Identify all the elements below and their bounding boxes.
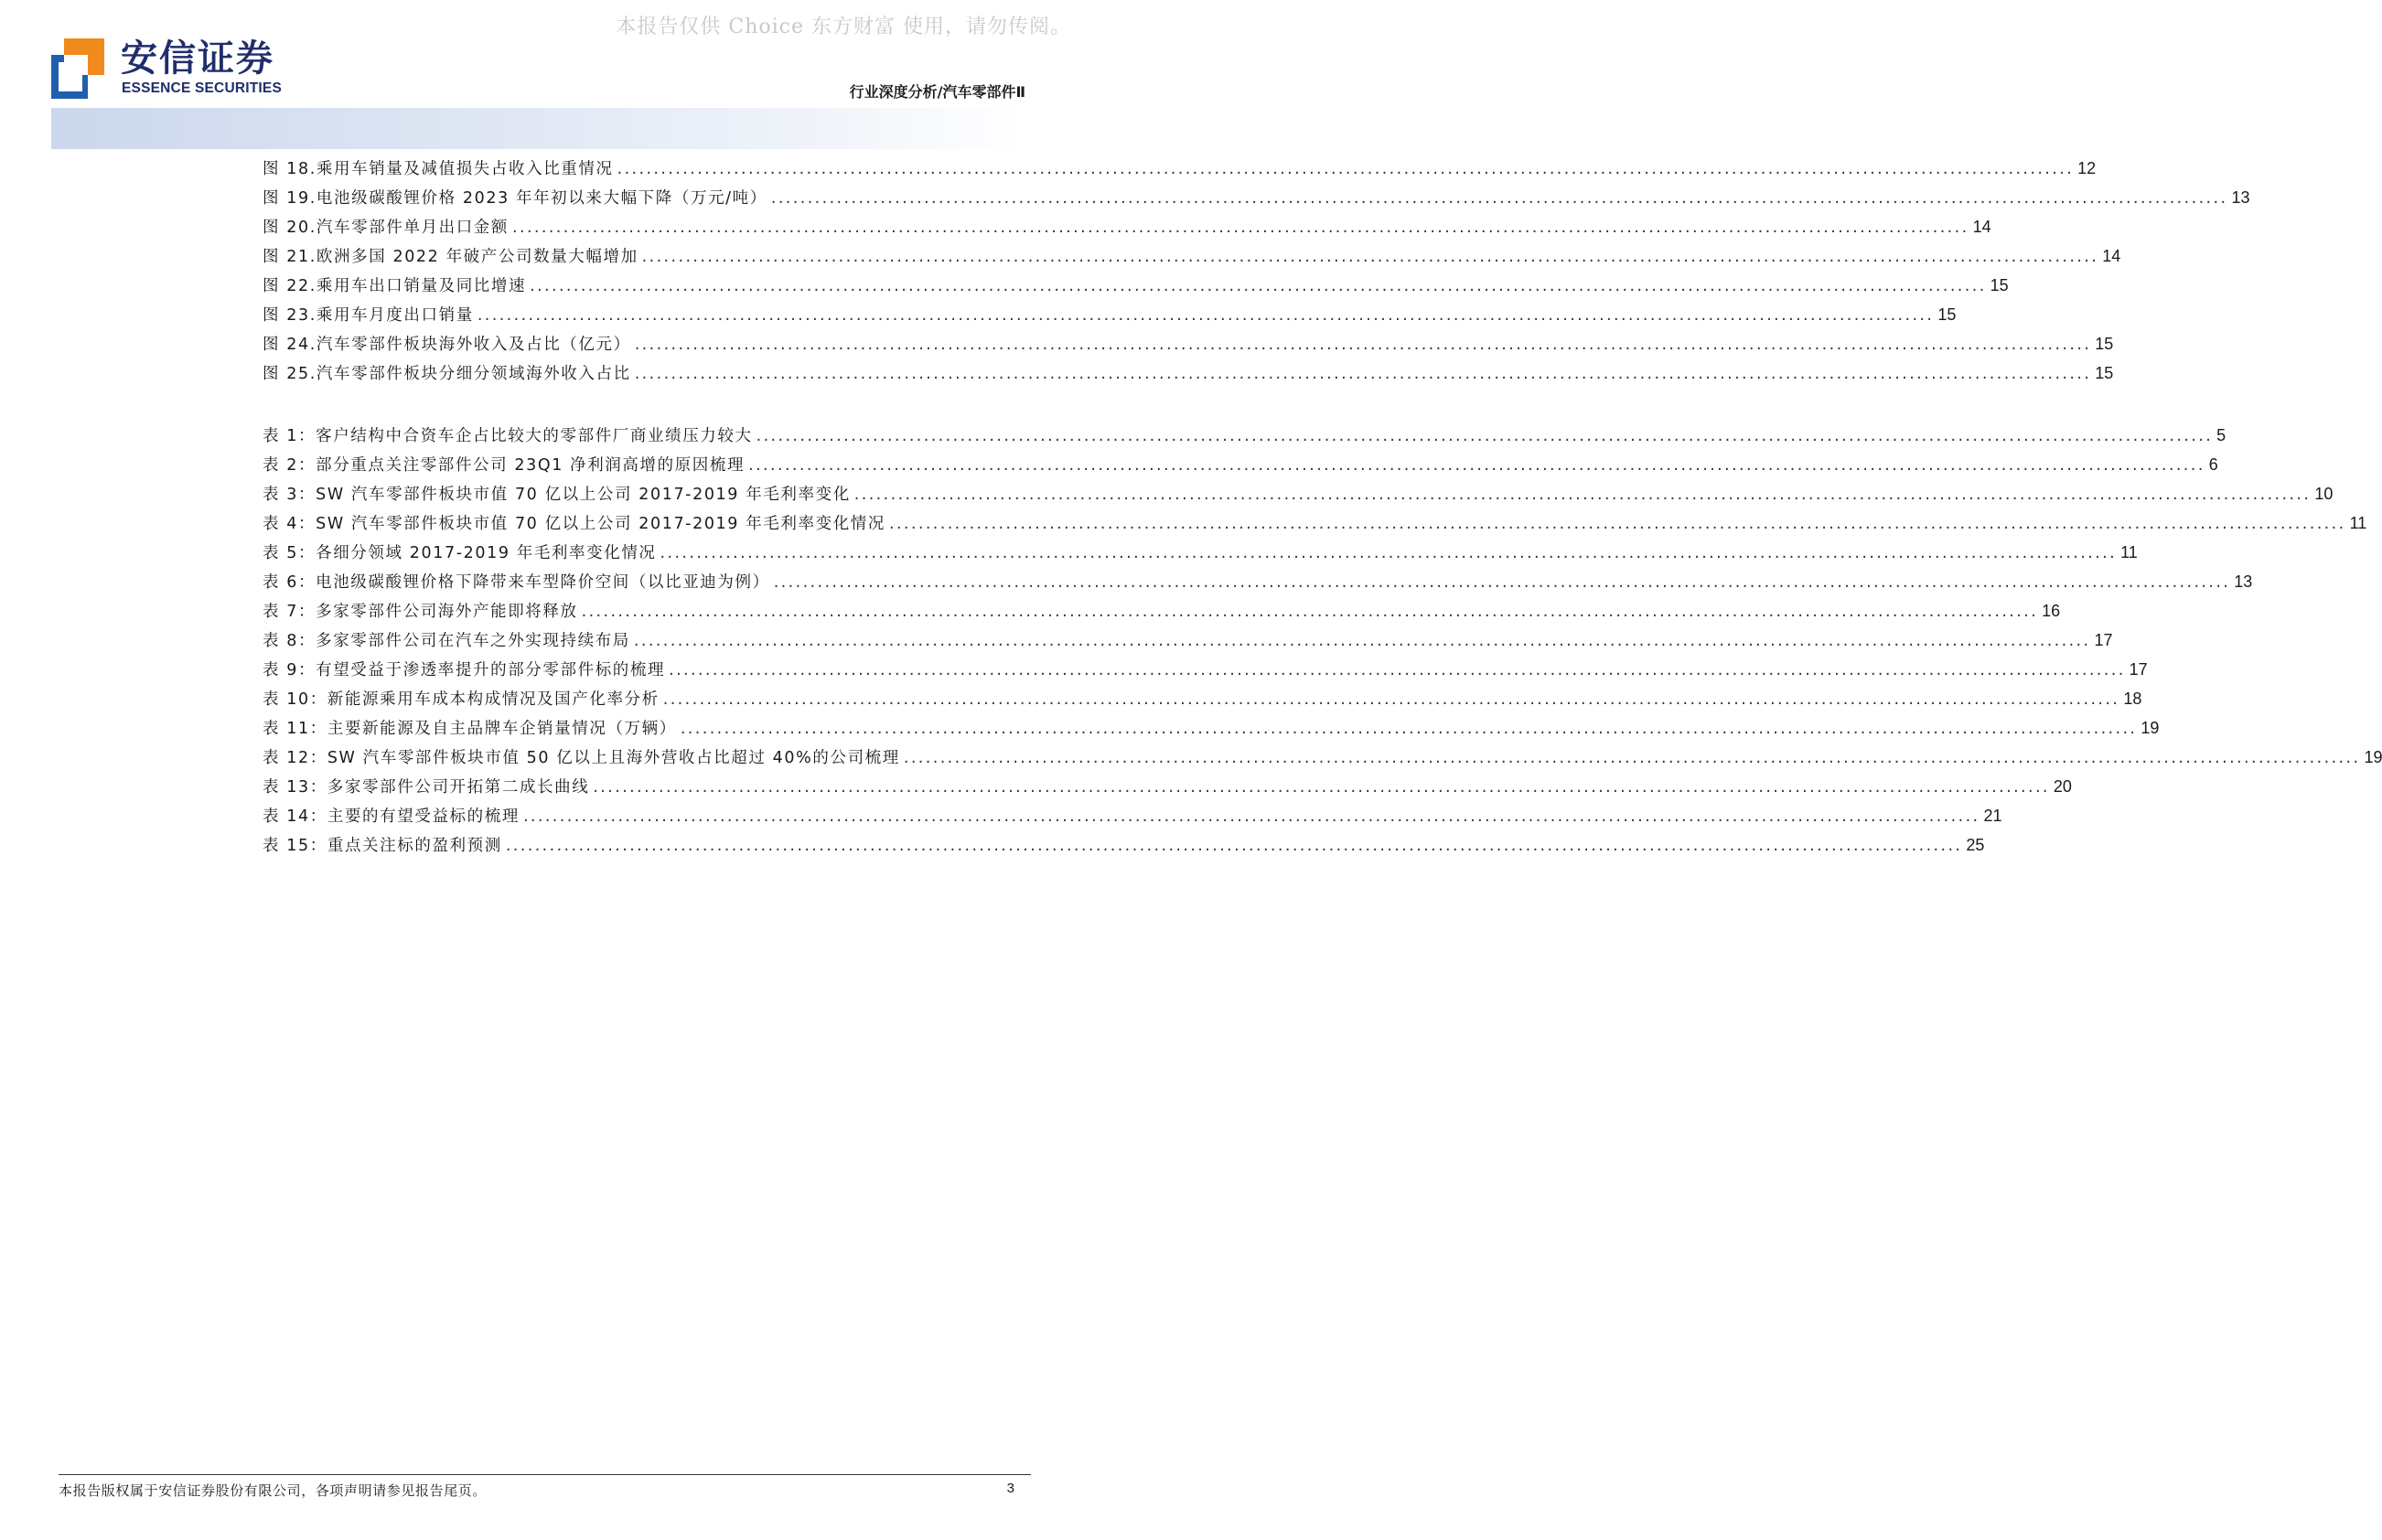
figure-toc-entry[interactable] — [263, 156, 2097, 186]
table-toc-entry-label: 表 2： — [263, 456, 317, 475]
table-toc-entry-label: 表 14： — [263, 807, 327, 826]
figure-toc-entry-label: 图 21. — [263, 248, 317, 266]
figure-toc-entry-page: 14 — [1972, 218, 1991, 236]
table-toc-entry-title: 客户结构中合资车企占比较大的零部件厂商业绩压力较大 — [316, 427, 753, 445]
table-toc-entry-label: 表 15： — [263, 837, 327, 855]
table-toc-entry-page: 11 — [2349, 514, 2367, 532]
logo-mark-icon — [51, 38, 104, 99]
logo-chinese-name: 安信证券 — [121, 37, 274, 80]
table-toc-entry-title: 多家零部件公司在汽车之外实现持续布局 — [316, 632, 630, 650]
figure-toc-entry[interactable] — [263, 303, 1957, 332]
dot-leader — [635, 336, 2092, 354]
table-toc-entry[interactable] — [263, 511, 2367, 540]
table-toc-entry-title: 部分重点关注零部件公司 23Q1 净利润高增的原因梳理 — [316, 456, 746, 475]
figure-toc-entry[interactable] — [263, 244, 2121, 273]
table-toc-entry-label: 表 10： — [263, 690, 327, 709]
figure-toc-entry[interactable] — [263, 215, 1991, 244]
table-toc-entry-label: 表 8： — [263, 632, 317, 650]
table-toc-entry-page: 17 — [2129, 660, 2148, 679]
figure-toc-entry-page: 15 — [1990, 276, 2009, 294]
table-toc-entry-page: 10 — [2314, 485, 2334, 503]
company-logo — [51, 38, 298, 99]
table-toc-entry-page: 6 — [2208, 455, 2218, 474]
figure-toc-entry-page: 12 — [2077, 159, 2097, 177]
dot-leader — [642, 248, 2099, 266]
figure-toc-entry-title: 乘用车月度出口销量 — [316, 306, 474, 325]
table-toc-entry-label: 表 7： — [263, 603, 317, 621]
report-category: 行业深度分析/汽车零部件Ⅱ — [849, 83, 1025, 101]
table-toc-entry-page: 11 — [2120, 543, 2138, 561]
dot-leader — [523, 807, 1980, 826]
table-toc-entry-page: 25 — [1966, 836, 1985, 854]
table-toc-entry[interactable] — [263, 716, 2160, 745]
table-toc-entry[interactable] — [263, 599, 2061, 628]
dot-leader — [506, 837, 1963, 855]
table-toc-entry-label: 表 5： — [263, 544, 317, 562]
figure-toc-entry-title: 汽车零部件单月出口金额 — [316, 219, 510, 237]
header-band — [51, 108, 1025, 149]
footer-disclaimer: 本报告版权属于安信证券股份有限公司，各项声明请参见报告尾页。 — [59, 1482, 488, 1499]
table-toc-entry-label: 表 6： — [263, 573, 317, 592]
figure-toc-entry[interactable] — [263, 273, 2009, 303]
table-toc-entry[interactable] — [263, 658, 2148, 687]
table-toc-entry-page: 21 — [1983, 807, 2002, 825]
dot-leader — [530, 277, 1987, 295]
table-toc-entry[interactable] — [263, 570, 2253, 599]
table-toc-entry-title: 新能源乘用车成本构成情况及国产化率分析 — [327, 690, 660, 709]
figure-toc-entry-title: 汽车零部件板块海外收入及占比（亿元） — [316, 336, 631, 354]
figure-toc-entry-page: 14 — [2102, 247, 2121, 265]
table-toc-entry[interactable] — [263, 687, 2142, 716]
dot-leader — [748, 456, 2205, 475]
table-toc-entry-page: 17 — [2094, 631, 2113, 649]
figure-toc-entry[interactable] — [263, 186, 2250, 215]
figure-toc-entry-title: 欧洲多国 2022 年破产公司数量大幅增加 — [316, 248, 638, 266]
table-toc-entry-page: 19 — [2141, 719, 2160, 737]
dot-leader — [512, 219, 1969, 237]
dot-leader — [617, 160, 2075, 178]
figure-toc-entry-label: 图 24. — [263, 336, 317, 354]
figure-toc-entry-page: 15 — [2095, 335, 2114, 353]
dot-leader — [582, 603, 2039, 621]
figure-toc-entry-title: 电池级碳酸锂价格 2023 年年初以来大幅下降（万元/吨） — [316, 189, 767, 208]
table-toc-entry-label: 表 1： — [263, 427, 317, 445]
dot-leader — [771, 189, 2228, 208]
figure-toc-entry[interactable] — [263, 332, 2114, 361]
dot-leader — [593, 778, 2050, 797]
table-toc-entry-title: 主要的有望受益标的梳理 — [327, 807, 520, 826]
table-toc-entry-title: 多家零部件公司海外产能即将释放 — [316, 603, 578, 621]
table-toc-entry-page: 20 — [2053, 777, 2072, 796]
table-toc-entry-label: 表 13： — [263, 778, 327, 797]
table-toc-entry-title: SW 汽车零部件板块市值 70 亿以上公司 2017-2019 年毛利率变化 — [316, 486, 851, 504]
table-toc-entry[interactable] — [263, 745, 2382, 775]
figure-toc-entry-page: 13 — [2231, 188, 2250, 207]
table-toc-entry[interactable] — [263, 804, 2002, 833]
table-list — [263, 423, 2382, 862]
table-toc-entry[interactable] — [263, 628, 2113, 658]
dot-leader — [681, 720, 2138, 738]
dot-leader — [663, 690, 2120, 709]
figure-toc-entry-label: 图 22. — [263, 277, 317, 295]
figure-toc-entry-title: 乘用车销量及减值损失占收入比重情况 — [316, 160, 614, 178]
table-toc-entry[interactable] — [263, 540, 2138, 570]
table-toc-entry-page: 18 — [2123, 690, 2142, 708]
table-toc-entry-title: 电池级碳酸锂价格下降带来车型降价空间（以比亚迪为例） — [316, 573, 770, 592]
figure-toc-entry-label: 图 23. — [263, 306, 317, 325]
dot-leader — [477, 306, 1935, 325]
figure-toc-entry-label: 图 20. — [263, 219, 317, 237]
table-toc-entry[interactable] — [263, 482, 2334, 511]
table-toc-entry[interactable] — [263, 423, 2226, 453]
table-toc-entry-page: 13 — [2234, 572, 2253, 591]
table-toc-entry-title: 有望受益于渗透率提升的部分零部件标的梳理 — [316, 661, 666, 679]
table-toc-entry-label: 表 3： — [263, 486, 317, 504]
dot-leader — [889, 515, 2346, 533]
table-toc-entry-label: 表 4： — [263, 515, 317, 533]
figure-toc-entry-label: 图 25. — [263, 365, 317, 383]
figure-toc-entry-label: 图 18. — [263, 160, 317, 178]
dot-leader — [635, 365, 2092, 383]
dot-leader — [669, 661, 2126, 679]
table-toc-entry-page: 16 — [2042, 602, 2061, 620]
watermark-text: 本报告仅供 Choice 东方财富 使用，请勿传阅。 — [616, 16, 1071, 38]
figure-toc-entry-title: 乘用车出口销量及同比增速 — [316, 277, 527, 295]
dot-leader — [904, 749, 2361, 767]
table-toc-entry-page: 19 — [2364, 748, 2382, 766]
table-toc-entry-title: 主要新能源及自主品牌车企销量情况（万辆） — [327, 720, 677, 738]
dot-leader — [854, 486, 2312, 504]
footer-divider — [59, 1474, 1031, 1475]
table-toc-entry[interactable] — [263, 453, 2218, 482]
dot-leader — [756, 427, 2214, 445]
table-toc-entry-title: 重点关注标的盈利预测 — [327, 837, 502, 855]
page-number: 3 — [1006, 1481, 1014, 1496]
table-toc-entry-label: 表 12： — [263, 749, 327, 767]
figure-toc-entry-page: 15 — [1937, 305, 1957, 324]
table-toc-entry-title: 各细分领域 2017-2019 年毛利率变化情况 — [316, 544, 657, 562]
table-toc-entry-title: SW 汽车零部件板块市值 50 亿以上且海外营收占比超过 40%的公司梳理 — [327, 749, 900, 767]
table-toc-entry-page: 5 — [2216, 426, 2226, 444]
figure-list — [263, 156, 2250, 390]
dot-leader — [634, 632, 2091, 650]
logo-english-name: ESSENCE SECURITIES — [122, 80, 283, 96]
table-toc-entry-label: 表 11： — [263, 720, 327, 738]
table-toc-entry-title: SW 汽车零部件板块市值 70 亿以上公司 2017-2019 年毛利率变化情况 — [316, 515, 885, 533]
figure-toc-entry[interactable] — [263, 361, 2114, 390]
figure-toc-entry-page: 15 — [2095, 364, 2114, 382]
table-toc-entry-label: 表 9： — [263, 661, 317, 679]
dot-leader — [774, 573, 2231, 592]
table-toc-entry-title: 多家零部件公司开拓第二成长曲线 — [327, 778, 590, 797]
figure-toc-entry-title: 汽车零部件板块分细分领域海外收入占比 — [316, 365, 631, 383]
table-toc-entry[interactable] — [263, 775, 2072, 804]
dot-leader — [660, 544, 2118, 562]
figure-toc-entry-label: 图 19. — [263, 189, 317, 208]
table-toc-entry[interactable] — [263, 833, 1985, 862]
